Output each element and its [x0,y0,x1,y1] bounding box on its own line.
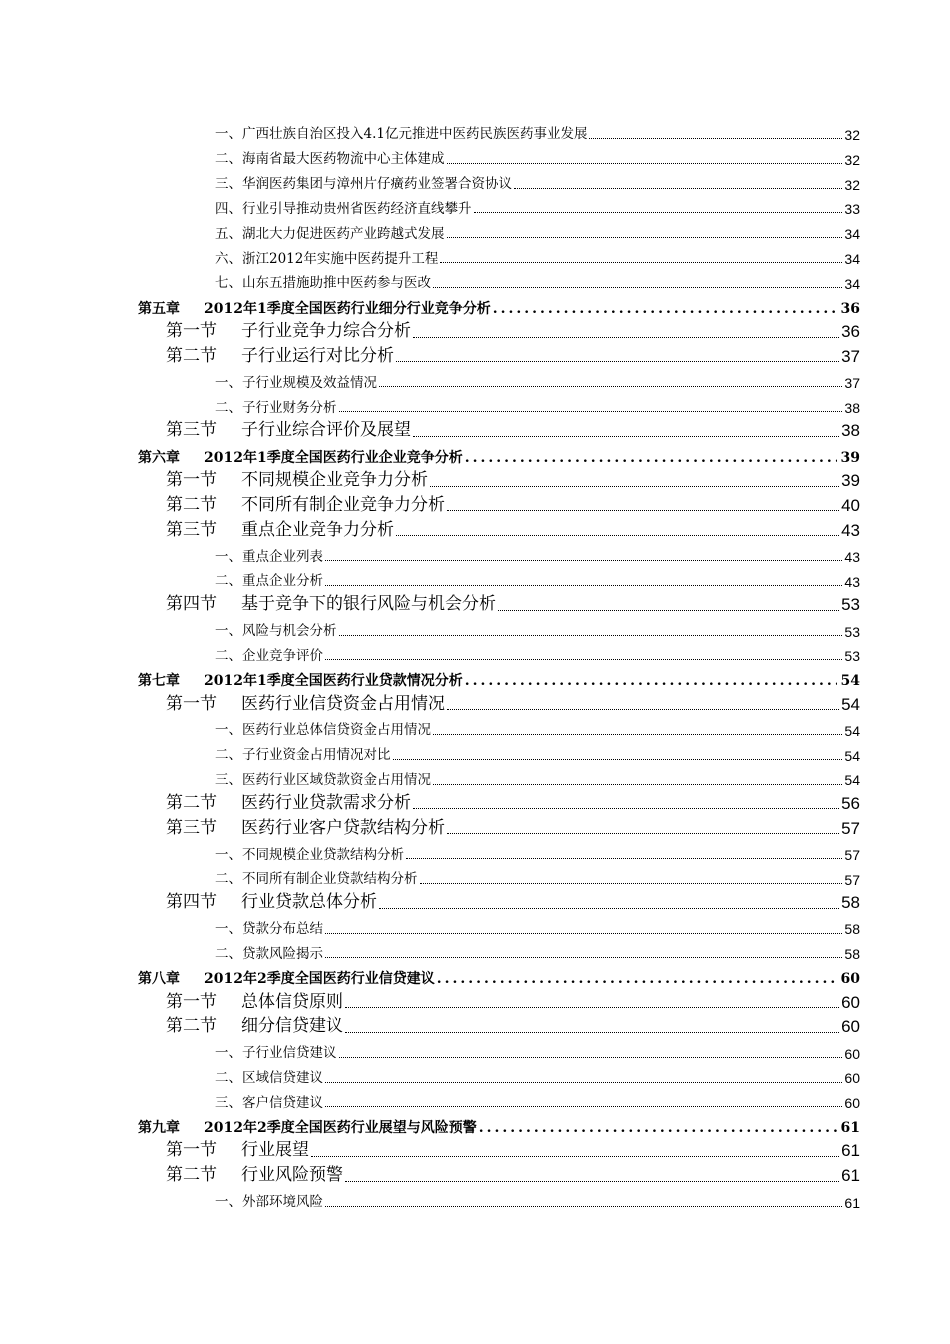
toc-page-number: 32 [844,176,860,193]
toc-entry-title [138,595,496,615]
toc-chapter-entry[interactable] [138,297,860,317]
toc-entry-title: 二、子行业资金占用情况对比 [215,747,391,764]
toc-entry-title [138,322,411,342]
toc-dot-leader [345,1007,839,1008]
toc-dot-leader [339,635,843,636]
toc-page-number: 54 [844,722,860,739]
toc-entry-title: 二、不同所有制企业贷款结构分析 [215,871,418,888]
toc-page-number: 34 [844,251,860,268]
toc-entry-text: 总体信贷原则 [241,991,343,1012]
toc-entry-label: 第四节 [166,594,217,615]
toc-dot-leader [379,386,842,387]
toc-dot-leader [433,734,842,735]
toc-entry-title [138,1141,309,1161]
toc-page-number: 54 [840,673,860,690]
toc-subsection-entry[interactable] [138,1067,860,1087]
toc-entry-text: 2012年1季度全国医药行业贷款情况分析 [204,673,463,690]
toc-page-number: 58 [844,946,860,963]
toc-section-entry[interactable] [138,793,860,813]
toc-section-entry[interactable] [138,322,860,342]
toc-dot-leader [433,287,842,288]
toc-page-number: 58 [844,921,860,938]
toc-entry-title: 一、不同规模企业贷款结构分析 [215,846,404,863]
toc-page-number: 57 [844,871,860,888]
toc-subsection-entry[interactable] [138,123,860,143]
toc-dot-leader [396,535,839,536]
toc-entry-text: 不同所有制企业竞争力分析 [241,494,445,515]
toc-entry-title: 三、医药行业区域贷款资金占用情况 [215,772,431,789]
toc-dot-leader [465,673,837,689]
toc-entry-text: 子行业运行对比分析 [241,345,394,366]
toc-entry-title [138,1166,343,1186]
toc-entry-label: 第八章 [138,971,180,988]
toc-entry-title: 三、华润医药集团与漳州片仔癀药业签署合资协议 [215,176,512,193]
toc-entry-text: 医药行业信贷资金占用情况 [241,693,445,714]
toc-entry-title [138,695,445,715]
toc-subsection-entry[interactable] [138,148,860,168]
toc-page-number: 53 [844,623,860,640]
toc-subsection-entry[interactable] [138,843,860,863]
toc-entry-text: 行业展望 [241,1140,309,1161]
toc-page-number: 58 [841,893,860,913]
toc-entry-label: 第三节 [166,420,217,441]
toc-page-number: 32 [844,126,860,143]
toc-subsection-entry[interactable] [138,247,860,267]
toc-subsection-entry[interactable] [138,744,860,764]
toc-dot-leader [589,138,842,139]
toc-page-number: 61 [844,1194,860,1211]
toc-entry-title [138,993,343,1013]
toc-subsection-entry[interactable] [138,1091,860,1111]
toc-dot-leader [325,957,842,958]
toc-page-number: 37 [844,375,860,392]
toc-entry-text: 基于竞争下的银行风险与机会分析 [241,594,496,615]
toc-dot-leader [311,1156,839,1157]
toc-entry-title: 一、医药行业总体信贷资金占用情况 [215,722,431,739]
toc-entry-label: 第二节 [166,494,217,515]
toc-entry-title [138,496,445,516]
toc-entry-title: 五、湖北大力促进医药产业跨越式发展 [215,225,445,242]
toc-chapter-entry[interactable] [138,669,860,689]
toc-entry-title: 二、海南省最大医药物流中心主体建成 [215,151,445,168]
toc-entry-title: 六、浙江2012年实施中医药提升工程 [215,250,439,267]
toc-page-number: 43 [844,549,860,566]
toc-entry-text: 2012年1季度全国医药行业企业竞争分析 [204,449,463,466]
toc-entry-title [138,794,411,814]
toc-section-entry[interactable] [138,421,860,441]
toc-entry-label: 第九章 [138,1120,180,1137]
toc-entry-title: 一、风险与机会分析 [215,623,337,640]
toc-entry-label: 第五章 [138,300,180,317]
toc-page-number: 61 [841,1166,860,1186]
toc-page-number: 34 [844,226,860,243]
toc-entry-label: 第一节 [166,1140,217,1161]
toc-subsection-entry[interactable] [138,173,860,193]
toc-entry-label: 第三节 [166,519,217,540]
toc-dot-leader [447,833,839,834]
toc-dot-leader [379,908,839,909]
toc-entry-text: 行业风险预警 [241,1165,343,1186]
toc-entry-text: 2012年2季度全国医药行业信贷建议 [204,971,435,988]
toc-entry-title [138,893,377,913]
toc-dot-leader [339,411,843,412]
toc-page-number: 34 [844,275,860,292]
toc-dot-leader [413,436,839,437]
toc-dot-leader [437,971,837,987]
toc-page-number: 54 [841,694,860,714]
toc-dot-leader [345,1032,839,1033]
toc-dot-leader [325,1106,842,1107]
toc-dot-leader [396,361,839,362]
toc-entry-title: 二、贷款风险揭示 [215,945,323,962]
toc-entry-title: 一、重点企业列表 [215,548,323,565]
toc-subsection-entry[interactable] [138,918,860,938]
toc-dot-leader [413,337,839,338]
toc-page-number: 54 [844,747,860,764]
toc-entry-title: 二、重点企业分析 [215,573,323,590]
toc-entry-text: 不同规模企业竞争力分析 [241,470,428,491]
toc-subsection-entry[interactable] [138,396,860,416]
toc-section-entry[interactable] [138,595,860,615]
toc-entry-title: 四、行业引导推动贵州省医药经济直线攀升 [215,200,472,217]
toc-entry-title: 一、广西壮族自治区投入4.1亿元推进中医药民族医药事业发展 [215,126,588,143]
toc-chapter-entry[interactable] [138,446,860,466]
toc-entry-label: 第一节 [166,693,217,714]
toc-dot-leader [345,1181,839,1182]
toc-entry-title [138,347,394,367]
toc-dot-leader [339,1057,843,1058]
toc-dot-leader [447,510,839,511]
toc-subsection-entry[interactable] [138,545,860,565]
toc-entry-label: 第二节 [166,1165,217,1186]
toc-chapter-entry[interactable] [138,1116,860,1136]
toc-entry-title [138,450,463,466]
toc-dot-leader [498,610,839,611]
toc-page-number: 36 [840,300,860,317]
toc-dot-leader [325,1082,842,1083]
toc-entry-text: 医药行业客户贷款结构分析 [241,817,445,838]
toc-dot-leader [413,808,839,809]
toc-section-entry[interactable] [138,818,860,838]
toc-entry-title [138,673,463,689]
toc-page-number: 37 [841,346,860,366]
toc-dot-leader [447,709,839,710]
toc-page-number: 39 [840,449,860,466]
toc-entry-title [138,301,491,317]
toc-page-number: 57 [844,846,860,863]
toc-entry-text: 医药行业贷款需求分析 [241,792,411,813]
toc-subsection-entry[interactable] [138,222,860,242]
toc-page-number: 38 [844,400,860,417]
toc-dot-leader [474,212,843,213]
toc-page-number: 61 [841,1141,860,1161]
toc-entry-title: 三、客户信贷建议 [215,1094,323,1111]
toc-section-entry[interactable] [138,1166,860,1186]
toc-page-number: 54 [844,772,860,789]
toc-entry-label: 第一节 [166,321,217,342]
toc-section-entry[interactable] [138,992,860,1012]
toc-dot-leader [420,883,843,884]
toc-entry-text: 细分信贷建议 [241,1016,343,1037]
toc-dot-leader [406,858,842,859]
toc-dot-leader [493,301,837,317]
toc-entry-title [138,521,394,541]
toc-entry-title: 一、子行业信贷建议 [215,1045,337,1062]
toc-entry-text: 行业贷款总体分析 [241,892,377,913]
toc-page-number: 53 [841,595,860,615]
toc-page-number: 60 [841,1017,860,1037]
toc-subsection-entry[interactable] [138,272,860,292]
toc-page-number: 57 [841,818,860,838]
toc-section-entry[interactable] [138,495,860,515]
toc-page-number: 60 [844,1070,860,1087]
toc-entry-title [138,471,428,491]
toc-page-number: 60 [840,971,860,988]
toc-subsection-entry[interactable] [138,868,860,888]
toc-section-entry[interactable] [138,520,860,540]
toc-page-number: 39 [841,471,860,491]
toc-entry-title [138,421,411,441]
toc-section-entry[interactable] [138,346,860,366]
toc-entry-label: 第一节 [166,991,217,1012]
toc-dot-leader [325,560,842,561]
toc-dot-leader [433,784,842,785]
toc-entry-label: 第七章 [138,673,180,690]
toc-dot-leader [430,486,839,487]
toc-page-number: 38 [841,421,860,441]
toc-section-entry[interactable] [138,1141,860,1161]
toc-page-number: 33 [844,201,860,218]
toc-page-number: 60 [844,1095,860,1112]
toc-entry-label: 第二节 [166,1016,217,1037]
toc-entry-title: 二、子行业财务分析 [215,399,337,416]
toc-entry-label: 第六章 [138,449,180,466]
toc-dot-leader [514,188,842,189]
toc-dot-leader [447,163,843,164]
toc-page-number: 61 [840,1120,860,1137]
toc-entry-title: 七、山东五措施助推中医药参与医改 [215,275,431,292]
toc-dot-leader [325,1206,842,1207]
toc-section-entry[interactable] [138,471,860,491]
toc-subsection-entry[interactable] [138,197,860,217]
toc-entry-text: 子行业综合评价及展望 [241,420,411,441]
toc-entry-title: 一、外部环境风险 [215,1194,323,1211]
toc-section-entry[interactable] [138,1017,860,1037]
toc-dot-leader [440,262,842,263]
toc-entry-label: 第一节 [166,470,217,491]
toc-dot-leader [479,1120,837,1136]
toc-page-number: 56 [841,793,860,813]
toc-subsection-entry[interactable] [138,570,860,590]
toc-page-number: 40 [841,495,860,515]
toc-entry-label: 第四节 [166,892,217,913]
toc-subsection-entry[interactable] [138,769,860,789]
toc-section-entry[interactable] [138,694,860,714]
toc-dot-leader [325,933,842,934]
toc-entry-title [138,1017,343,1037]
toc-section-entry[interactable] [138,893,860,913]
toc-subsection-entry[interactable] [138,644,860,664]
toc-page-number: 53 [844,648,860,665]
toc-subsection-entry[interactable] [138,620,860,640]
toc-entry-text: 2012年1季度全国医药行业细分行业竞争分析 [204,300,491,317]
toc-page-number: 43 [841,520,860,540]
toc-entry-label: 第二节 [166,792,217,813]
toc-chapter-entry[interactable] [138,967,860,987]
toc-dot-leader [393,759,843,760]
toc-dot-leader [447,237,843,238]
toc-page-number: 43 [844,573,860,590]
toc-entry-title [138,971,435,987]
toc-entry-title: 二、企业竞争评价 [215,647,323,664]
toc-subsection-entry[interactable] [138,942,860,962]
toc-page-number: 36 [841,322,860,342]
toc-subsection-entry[interactable] [138,1042,860,1062]
toc-entry-text: 重点企业竞争力分析 [241,519,394,540]
toc-entry-title: 一、子行业规模及效益情况 [215,374,377,391]
toc-entry-title [138,1120,477,1136]
toc-subsection-entry[interactable] [138,719,860,739]
toc-page-number: 60 [844,1045,860,1062]
toc-entry-label: 第三节 [166,817,217,838]
toc-dot-leader [325,585,842,586]
toc-entry-title: 一、贷款分布总结 [215,921,323,938]
toc-entry-text: 2012年2季度全国医药行业展望与风险预警 [204,1120,477,1137]
toc-entry-title: 二、区域信贷建议 [215,1070,323,1087]
toc-entry-title [138,819,445,839]
toc-page-number: 60 [841,992,860,1012]
toc-dot-leader [465,450,837,466]
toc-subsection-entry[interactable] [138,1191,860,1211]
toc-entry-label: 第二节 [166,345,217,366]
toc-page-number: 32 [844,151,860,168]
toc-dot-leader [325,659,842,660]
toc-entry-text: 子行业竞争力综合分析 [241,321,411,342]
toc-subsection-entry[interactable] [138,371,860,391]
